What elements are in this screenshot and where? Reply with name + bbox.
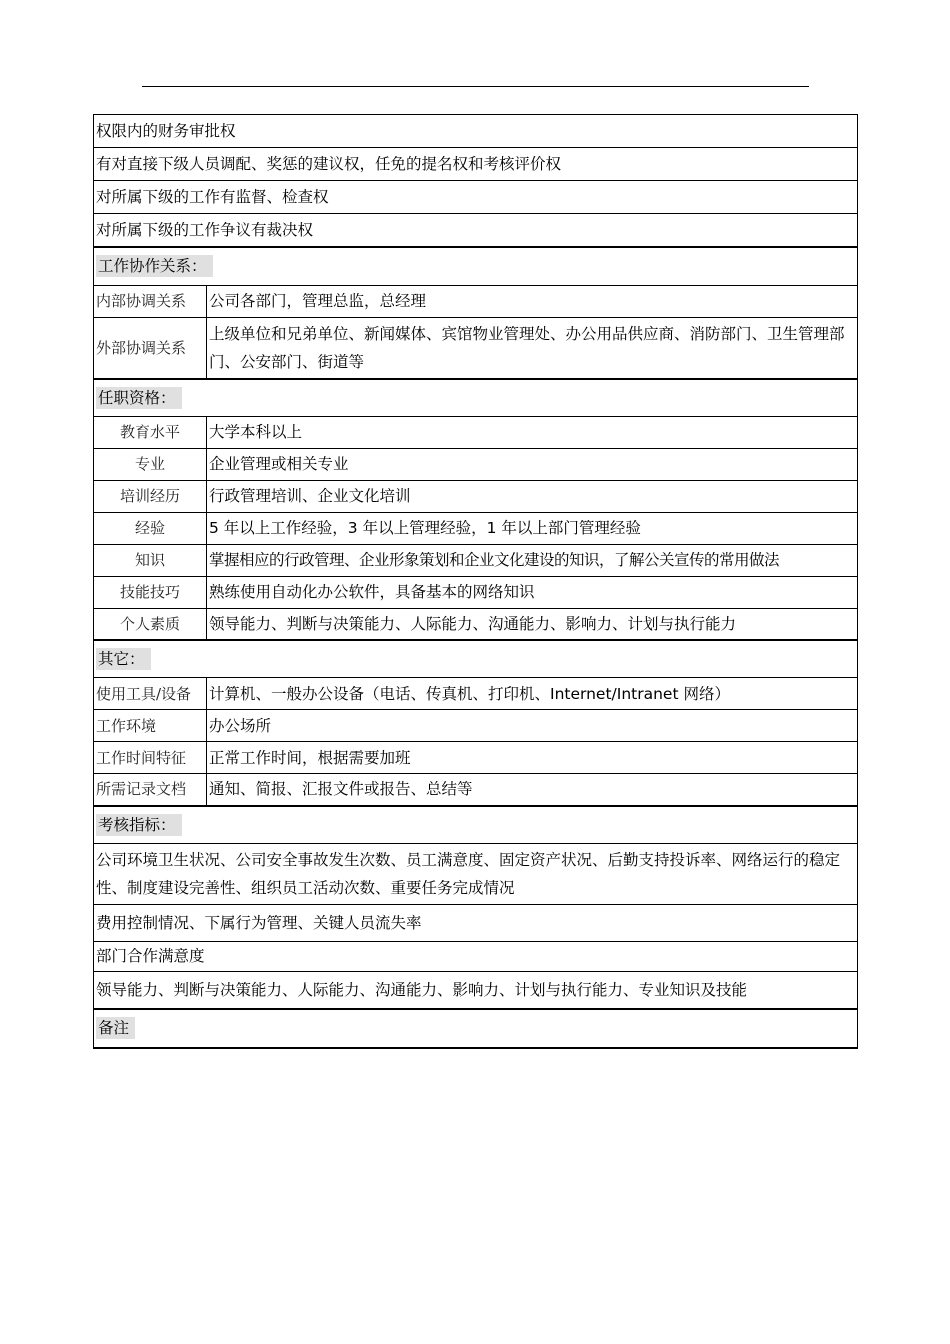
qualification-label: 技能技巧 [94,576,207,608]
other-value: 办公场所 [207,710,858,742]
other-value: 计算机、一般办公设备（电话、传真机、打印机、Internet/Intranet 网络） [207,678,858,710]
other-label: 所需记录文档 [94,774,207,806]
authority-row [94,115,858,148]
remarks-row [94,1009,858,1048]
other-label: 工作环境 [94,710,207,742]
qualification-value: 企业管理或相关专业 [207,448,858,480]
qualification-row [94,576,858,608]
qualification-row [94,512,858,544]
qualification-label: 经验 [94,512,207,544]
assessment-text: 公司环境卫生状况、公司安全事故发生次数、员工满意度、固定资产状况、后勤支持投诉率、网络运行的稳定性、制度建设完善性、组织员工活动次数、重要任务完成情况 [94,843,858,904]
qualifications-heading: 任职资格： [96,387,182,409]
collaboration-row [94,317,858,379]
qualification-value: 大学本科以上 [207,416,858,448]
external-label: 外部协调关系 [94,317,207,379]
assessment-row [94,843,858,904]
assessment-row [94,971,858,1009]
assessment-text: 费用控制情况、下属行为管理、关键人员流失率 [94,904,858,941]
other-row [94,678,858,710]
qualification-value: 5 年以上工作经验，3 年以上管理经验，1 年以上部门管理经验 [207,512,858,544]
qualification-value: 行政管理培训、企业文化培训 [207,480,858,512]
header-rule [142,86,809,87]
other-heading-row [94,640,858,678]
qualification-label: 个人素质 [94,608,207,640]
other-row [94,710,858,742]
qualification-label: 教育水平 [94,416,207,448]
qualification-row [94,544,858,576]
assessment-row [94,904,858,941]
authority-row [94,148,858,181]
remarks-heading: 备注 [96,1017,135,1039]
assessment-text: 领导能力、判断与决策能力、人际能力、沟通能力、影响力、计划与执行能力、专业知识及技能 [94,971,858,1009]
other-row [94,774,858,806]
other-row [94,742,858,774]
collaboration-row [94,285,858,317]
other-value: 通知、简报、汇报文件或报告、总结等 [207,774,858,806]
qualification-row [94,448,858,480]
assessment-text: 部门合作满意度 [94,941,858,971]
authority-text: 有对直接下级人员调配、奖惩的建议权，任免的提名权和考核评价权 [94,148,858,181]
qualification-row [94,480,858,512]
qualification-label: 专业 [94,448,207,480]
authority-text: 对所属下级的工作有监督、检查权 [94,181,858,214]
other-label: 使用工具/设备 [94,678,207,710]
qualifications-heading-row [94,379,858,417]
collaboration-heading: 工作协作关系： [96,255,213,277]
qualification-label: 培训经历 [94,480,207,512]
assessment-row [94,941,858,971]
internal-value: 公司各部门，管理总监，总经理 [207,285,858,317]
authority-text: 权限内的财务审批权 [94,115,858,148]
qualification-value: 掌握相应的行政管理、企业形象策划和企业文化建设的知识，了解公关宣传的常用做法 [207,544,858,576]
authority-row [94,181,858,214]
internal-label: 内部协调关系 [94,285,207,317]
assessment-heading: 考核指标： [96,814,182,836]
qualification-label: 知识 [94,544,207,576]
assessment-heading-row [94,806,858,844]
authority-row [94,214,858,247]
other-label: 工作时间特征 [94,742,207,774]
collaboration-heading-row [94,247,858,286]
authority-text: 对所属下级的工作争议有裁决权 [94,214,858,247]
qualification-value: 熟练使用自动化办公软件，具备基本的网络知识 [207,576,858,608]
qualification-row [94,416,858,448]
job-description-table [93,114,858,1049]
other-value: 正常工作时间，根据需要加班 [207,742,858,774]
qualification-value: 领导能力、判断与决策能力、人际能力、沟通能力、影响力、计划与执行能力 [207,608,858,640]
external-value: 上级单位和兄弟单位、新闻媒体、宾馆物业管理处、办公用品供应商、消防部门、卫生管理部门、公安部门、街道等 [207,317,858,379]
other-heading: 其它： [96,648,151,670]
qualification-row [94,608,858,640]
